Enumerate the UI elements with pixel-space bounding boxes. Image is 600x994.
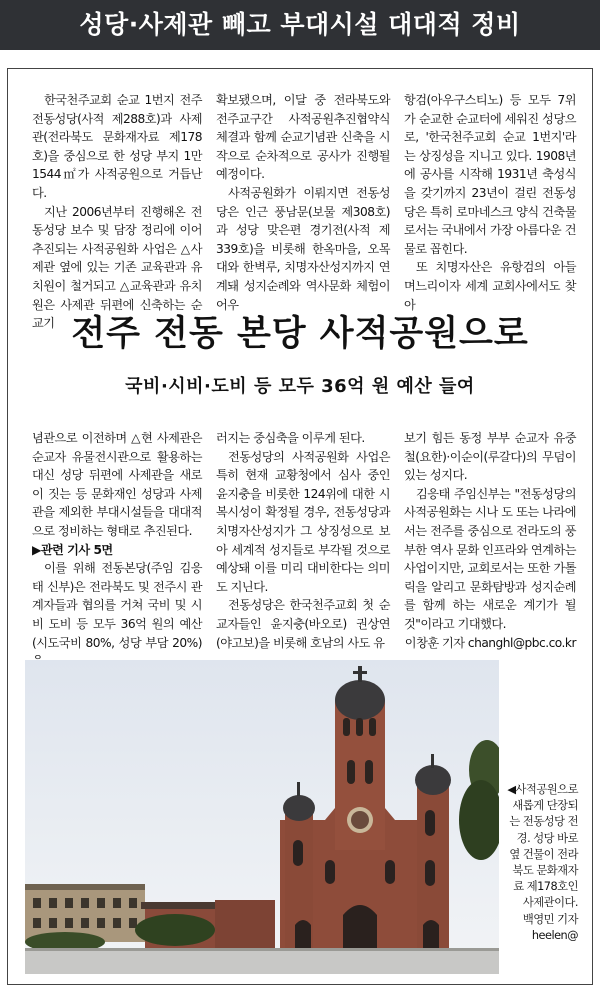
paragraph: 념관으로 이전하며 △현 사제관은 순교자 유물전시관으로 활용하는 대신 성당 뒤편에 사제관을 새로이 짓는 등 문화재인 성당과 사제관을 제외한 부대시설들을 대대적으로 정비하는 형태로 추진된다. <box>32 431 202 538</box>
article-lower-column-2 <box>216 429 390 652</box>
paragraph: 전동성당의 사적공원화 사업은 특히 현재 교황청에서 심사 중인 윤지충을 비롯한 124위에 대한 시복시성이 확정될 경우, 전동성당과 치명자산성지가 그 상징성으로 보아 세계적 성지들로 부각될 것으로 예상돼 이를 미리 대비한다는 의미도 지닌다. <box>216 449 390 594</box>
cathedral-illustration <box>25 660 499 974</box>
article-subheadline: 국비·시비·도비 등 모두 36억 원 예산 들여 <box>125 376 475 397</box>
article-headline: 전주 전동 본당 사적공원으로 <box>71 313 529 354</box>
caption-text: ◀사적공원으로 새롭게 단장되는 전동성당 전경. 성당 바로 옆 건물이 전라북도 문화재자료 제178호인 사제관이다. <box>507 783 578 910</box>
paragraph: 또 치명자산은 유항검의 아들 며느리이자 세계 교회사에서도 찾아 <box>404 260 576 312</box>
article-upper-column-2 <box>216 91 390 314</box>
paragraph: 보기 힘든 동정 부부 순교자 유중철(요한)·이순이(루갈다)의 무덤이 있는 성지다. <box>404 431 576 483</box>
paragraph: 확보됐으며, 이달 중 전라북도와 전주교구간 사적공원추진협약식 체결과 함께 순교기념관 신축을 시작으로 순차적으로 공사가 진행될 예정이다. <box>216 93 390 182</box>
article-upper-column-1 <box>32 91 202 333</box>
byline: 이창훈 기자 changhl@pbc.co.kr <box>404 635 576 650</box>
paragraph: 김응태 주임신부는 "전동성당의 사적공원화는 시나 도 또는 나라에서는 전주를 중심으로 전라도의 풍부한 역사 문화 인프라와 연계하는 사업이지만, 교회로서는 또한 가톨릭을 알리고 문화탐방과 성지순례를 함께 하는 새로운 계기가 될 것"이라고 기대했다. <box>404 486 576 631</box>
photo-credit: 백영민 기자 heelen@ <box>522 912 578 942</box>
paragraph: 전동성당은 한국천주교회 첫 순교자들인 윤지충(바오로) 권상연(야고보)을 비롯해 호남의 사도 유 <box>216 598 390 650</box>
paragraph: 러지는 중심축을 이루게 된다. <box>216 431 365 445</box>
paragraph: 항검(아우구스티노) 등 모두 7위가 순교한 순교터에 세워진 성당으로, '한국천주교회 순교 1번지'라는 상징성을 지니고 있다. 1908년에 공사를 시작해 1931년 축성식을 갖기까지 23년이 걸린 전동성당은 특히 로마네스크 양식 건축물로서는 국내에서 가장 아름다운 건물로 꼽힌다. <box>404 93 576 256</box>
article-lower-column-3 <box>404 429 576 652</box>
paragraph: 사적공원화가 이뤄지면 전동성당은 인근 풍남문(보물 제308호)과 성당 맞은편 경기전(사적 제339호)을 비롯해 한옥마을, 오목대와 한벽루, 치명자산성지까지 연계돼 성지순례와 역사문화 체험이 어우 <box>216 185 390 312</box>
cathedral-photo <box>25 660 499 974</box>
paragraph: 지난 2006년부터 진행해온 전동성당 보수 및 담장 정리에 이어 추진되는 사적공원화 사업은 △사제관 옆에 있는 기존 교육관과 유치원이 철거되고 △교육관과 유치원은 사제관 뒤편에 신축하는 순교기 <box>32 204 202 331</box>
top-banner-title: 성당·사제관 빼고 부대시설 대대적 정비 <box>79 10 521 39</box>
article-upper-column-3 <box>404 91 576 314</box>
article-lower-column-1 <box>32 429 202 671</box>
paragraph: 한국천주교회 순교 1번지 전주 전동성당(사적 제288호)과 사제관(전라북도 문화재자료 제178호)을 중심으로 한 성당 부지 1만1544㎡가 사적공원으로 거듭난다. <box>32 93 202 200</box>
paragraph: 이를 위해 전동본당(주임 김응태 신부)은 전라북도 및 전주시 관계자들과 협의를 거쳐 국비 및 시비 도비 등 모두 36억 원의 예산(시도국비 80%, 성당 부담 20%) <box>32 561 202 650</box>
photo-caption <box>506 782 578 944</box>
related-article-link[interactable]: ▶관련 기사 5면 <box>32 542 113 557</box>
